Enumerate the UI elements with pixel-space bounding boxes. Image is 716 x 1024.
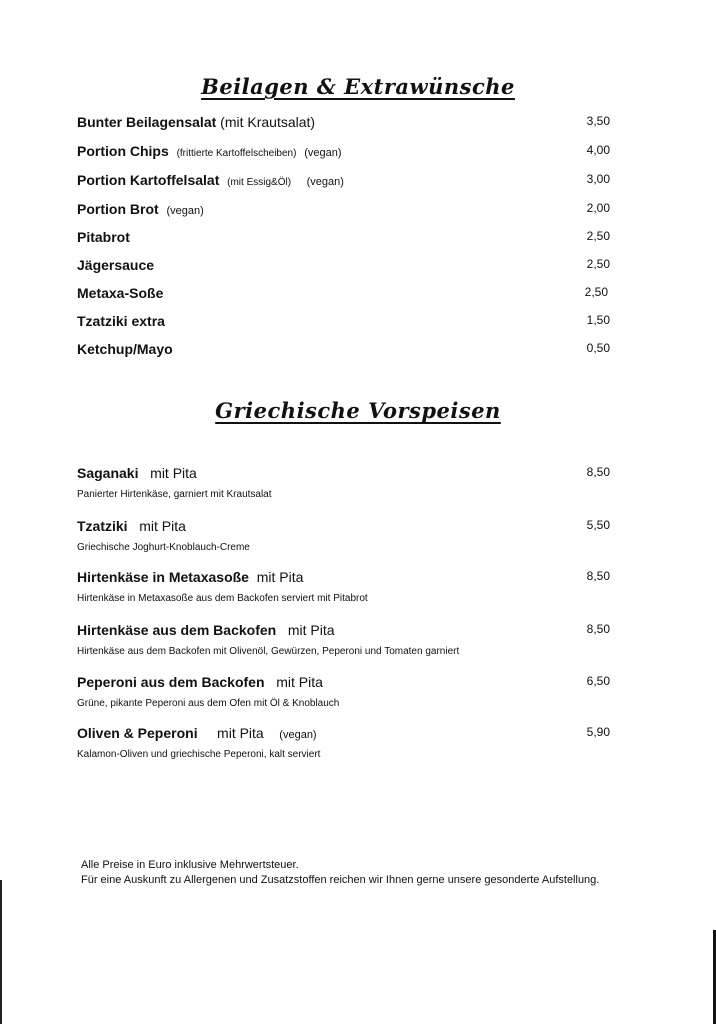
item-price: 6,50: [586, 674, 610, 688]
item-description: Griechische Joghurt-Knoblauch-Creme: [77, 542, 250, 553]
menu-item: [77, 569, 610, 609]
item-name: Jägersauce: [77, 257, 155, 273]
menu-item: [77, 285, 610, 305]
item-name: Pitabrot: [77, 229, 130, 245]
footer-note: [81, 858, 641, 888]
item-extra: mit Pita: [287, 622, 335, 638]
item-price: 8,50: [586, 569, 610, 583]
item-description: Grüne, pikante Peperoni aus dem Ofen mit Öl & Knoblauch: [77, 698, 340, 709]
menu-item: [77, 465, 610, 505]
item-price: 3,50: [586, 114, 610, 128]
item-price: 8,50: [586, 465, 610, 479]
item-extra: mit Pita: [150, 465, 197, 481]
item-name: Hirtenkäse aus dem Backofen mit Pita: [77, 622, 335, 638]
menu-item: [77, 518, 610, 558]
starters-section-title: Griechische Vorspeisen: [215, 398, 501, 423]
menu-item: [77, 674, 610, 714]
item-price: 4,00: [586, 143, 610, 157]
item-name: Portion Kartoffelsalat (mit Essig&Öl) (vegan): [77, 172, 344, 188]
item-description: Panierter Hirtenkäse, garniert mit Krautsalat: [77, 489, 272, 500]
menu-item: [77, 114, 610, 134]
vegan-tag: (vegan): [166, 205, 204, 217]
item-extra: mit Pita: [256, 569, 304, 585]
item-extra: mit Pita: [217, 725, 264, 741]
item-name: Portion Brot (vegan): [77, 201, 204, 217]
item-price: 3,00: [586, 172, 610, 186]
item-description: Hirtenkäse in Metaxasoße aus dem Backofen serviert mit Pitabrot: [77, 593, 368, 604]
item-price: 2,50: [586, 257, 610, 271]
menu-item: [77, 143, 610, 163]
footer-price-note: Alle Preise in Euro inklusive Mehrwertsteuer.: [81, 859, 299, 871]
item-name: Hirtenkäse in Metaxasoße mit Pita: [77, 569, 304, 585]
item-name: Peperoni aus dem Backofen mit Pita: [77, 674, 323, 690]
menu-item: [77, 341, 610, 361]
vegan-tag: (vegan): [304, 147, 342, 159]
item-name: Tzatziki mit Pita: [77, 518, 186, 534]
item-name: Metaxa-Soße: [77, 285, 164, 301]
item-price: 2,50: [584, 285, 608, 299]
menu-item: [77, 725, 610, 765]
item-price: 5,50: [586, 518, 610, 532]
page-edge-shadow: [0, 880, 2, 1024]
menu-item: [77, 257, 610, 277]
item-price: 0,50: [586, 341, 610, 355]
menu-item: [77, 201, 610, 221]
item-name: Bunter Beilagensalat (mit Krautsalat): [77, 114, 316, 130]
menu-item: [77, 622, 610, 662]
item-price: 8,50: [586, 622, 610, 636]
item-price: 2,50: [586, 229, 610, 243]
item-note: (mit Essig&Öl): [227, 177, 292, 188]
item-price: 1,50: [586, 313, 610, 327]
menu-item: [77, 229, 610, 249]
item-extra: mit Pita: [139, 518, 186, 534]
item-note: (frittierte Kartoffelscheiben): [176, 148, 297, 159]
item-name: Portion Chips (frittierte Kartoffelscheiben) (vegan): [77, 143, 342, 159]
item-description: Hirtenkäse aus dem Backofen mit Olivenöl, Gewürzen, Peperoni und Tomaten garniert: [77, 646, 460, 657]
sides-section-title: Beilagen & Extrawünsche: [201, 74, 515, 99]
vegan-tag: (vegan): [279, 729, 317, 741]
item-name: Oliven & Peperoni mit Pita (vegan): [77, 725, 317, 741]
item-name: Ketchup/Mayo: [77, 341, 173, 357]
item-name: Saganaki mit Pita: [77, 465, 197, 481]
menu-item: [77, 313, 610, 333]
item-description: Kalamon-Oliven und griechische Peperoni, kalt serviert: [77, 749, 321, 760]
menu-item: [77, 172, 610, 192]
item-name: Tzatziki extra: [77, 313, 165, 329]
footer-allergen-note: Für eine Auskunft zu Allergenen und Zusatzstoffen reichen wir Ihnen gerne unsere gesonderte Aufstellung.: [81, 874, 600, 886]
vegan-tag: (vegan): [306, 176, 344, 188]
item-extra: mit Pita: [276, 674, 323, 690]
item-extra: (mit Krautsalat): [220, 114, 316, 130]
item-price: 2,00: [586, 201, 610, 215]
item-price: 5,90: [586, 725, 610, 739]
